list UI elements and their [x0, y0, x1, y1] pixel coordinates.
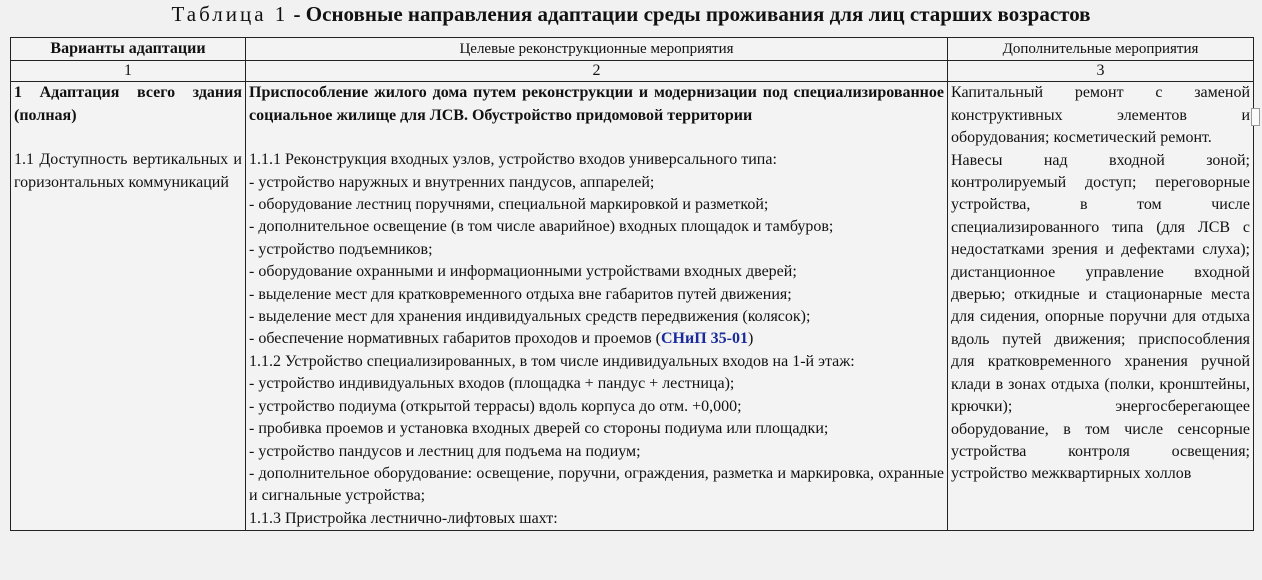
- list-item-text: - обеспечение нормативных габаритов проходов и проемов (: [249, 330, 661, 348]
- list-item-close: ): [747, 330, 754, 348]
- list-item: - дополнительное освещение (в том числе аварийное) входных площадок и тамбуров;: [249, 218, 834, 236]
- caption-separator: -: [288, 2, 306, 26]
- paragraph-1-1-2: 1.1.2 Устройство специализированных, в том числе индивидуальных входов на 1-й этаж:: [249, 352, 855, 370]
- measures-section-heading: Приспособление жилого дома путем реконструкции и модернизации под специализированное социальное жилище для ЛСВ. Обустройство придомовой территории: [249, 84, 944, 124]
- header-variants: Варианты адаптации: [11, 38, 246, 61]
- list-item: - устройство подъемников;: [249, 240, 433, 258]
- header-measures: Целевые реконструкционные мероприятия: [246, 38, 948, 61]
- snip-reference-link[interactable]: СНиП 35-01: [660, 330, 748, 348]
- variants-cell: [11, 82, 246, 531]
- table-caption: [0, 0, 1262, 32]
- list-item: [249, 328, 944, 350]
- additional-cell: [948, 82, 1254, 531]
- section-heading: 1 Адаптация всего здания (полная): [14, 84, 242, 124]
- adaptation-table: [10, 37, 1254, 531]
- subsection-label: 1.1 Доступность вертикальных и горизонтальных коммуникаций: [14, 151, 242, 191]
- header-row: [11, 38, 1254, 61]
- column-number-1: 1: [11, 61, 246, 82]
- list-item: - устройство индивидуальных входов (площадка + пандус + лестница);: [249, 375, 735, 393]
- caption-title: Основные направления адаптации среды проживания для лиц старших возрастов: [305, 2, 1091, 26]
- paragraph-1-1-3: 1.1.3 Пристройка лестнично-лифтовых шахт:: [249, 509, 558, 527]
- list-item: - устройство наружных и внутренних пандусов, аппарелей;: [249, 173, 655, 191]
- column-number-row: [11, 61, 1254, 82]
- additional-paragraph-2: Навесы над входной зоной; контролируемый доступ; переговорные устройства, в том числе специализированного типа (для ЛСВ с недостатками зрения и дефектами слуха); дистанционное управление входной дверью; откидные и стационарные места для сидения, опорные поручни для отдыха вдоль путей движения; приспособления для кратковременного хранения ручной клади в зонах отдыха (полки, кронштейны, крючки); энергосберегающее оборудование, в том числе сенсорные устройства контроля освещения; устройство межквартирных холлов: [951, 151, 1250, 483]
- column-number-3: 3: [948, 61, 1254, 82]
- list-item: - устройство подиума (открытой террасы) вдоль корпуса до отм. +0,000;: [249, 397, 742, 415]
- column-number-2: 2: [246, 61, 948, 82]
- list-item: - оборудование лестниц поручнями, специальной маркировкой и разметкой;: [249, 196, 769, 214]
- header-additional: Дополнительные мероприятия: [948, 38, 1254, 61]
- additional-paragraph-1: Капитальный ремонт с заменой конструктивных элементов и оборудования; косметический ремонт.: [951, 84, 1250, 147]
- list-item: - выделение мест для хранения индивидуальных средств передвижения (колясок);: [249, 308, 811, 326]
- table-row: [11, 82, 1254, 531]
- list-item: - устройство пандусов и лестниц для подъема на подиум;: [249, 442, 641, 460]
- measures-cell: [246, 82, 948, 531]
- list-item: - дополнительное оборудование: освещение, поручни, ограждения, разметка и маркировка, охранные и сигнальные устройства;: [249, 464, 944, 505]
- paragraph-1-1-1: 1.1.1 Реконструкция входных узлов, устройство входов универсального типа:: [249, 151, 777, 169]
- list-item: - оборудование охранными и информационными устройствами входных дверей;: [249, 263, 797, 281]
- caption-lead: Таблица 1: [171, 2, 289, 26]
- list-item: - пробивка проемов и установка входных дверей со стороны подиума или площадки;: [249, 420, 829, 438]
- list-item: - выделение мест для кратковременного отдыха вне габаритов путей движения;: [249, 285, 792, 303]
- scrollbar-thumb[interactable]: [1251, 108, 1260, 126]
